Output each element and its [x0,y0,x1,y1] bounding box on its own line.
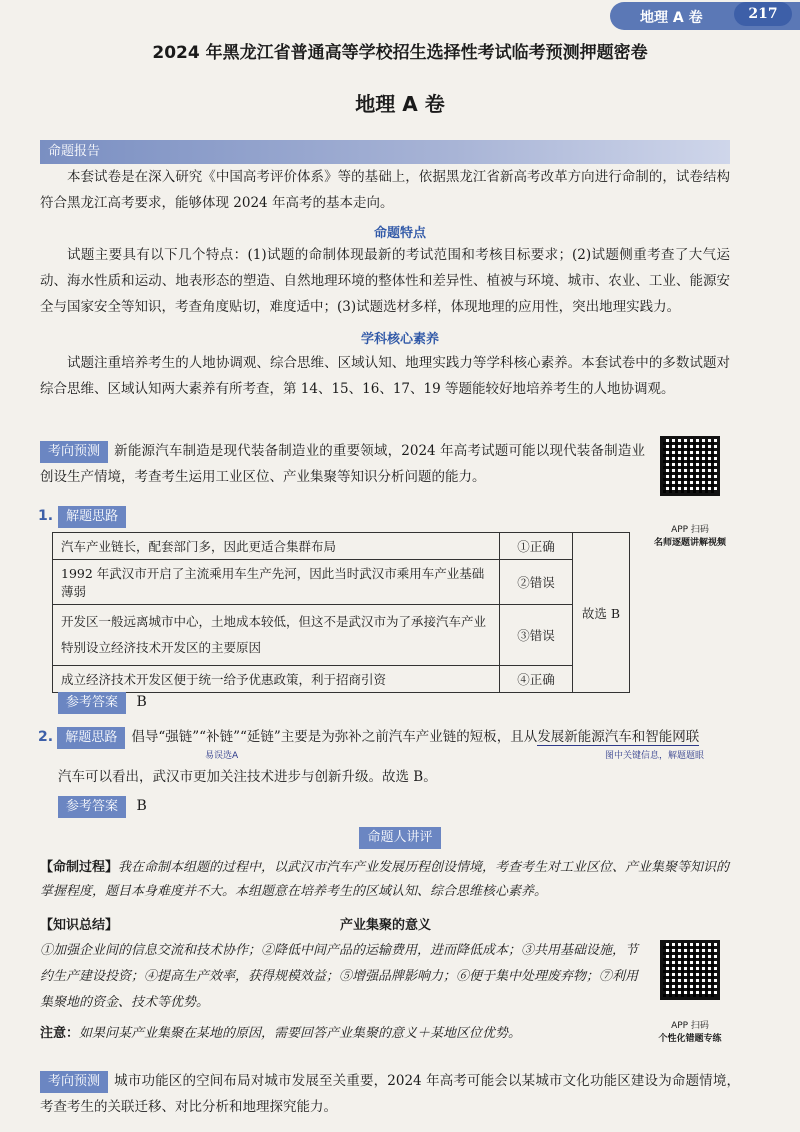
qr1-line1: APP 扫码 [671,525,709,535]
literacy-text: 试题注重培养考生的人地协调观、综合思维、区域认知、地理实践力等学科核心素养。本套试卷中的多数试题对综合思维、区域认知两大素养有所考查，第 14、15、16、17、19 等题能较好地培养考生的人地协调观。 [40,355,730,397]
q2-tag: 解题思路 [57,727,125,749]
q1-heading [38,505,126,528]
forecast2-text: 城市功能区的空间布局对城市发展至关重要，2024 年高考可能会以某城市文化功能区建设为命题情境，考查考生的关联迁移、对比分析和地理探究能力。 [40,1073,740,1115]
page-number: 217 [734,2,792,26]
q1-tag: 解题思路 [58,506,126,528]
qr1-line2: 名师逐题讲解视频 [653,538,726,548]
q1-answer [58,692,147,714]
qr2-line2: 个性化错题专练 [658,1034,722,1044]
row-text: 1992 年武汉市开启了主流乘用车生产先河，因此当时武汉市乘用车产业基础薄弱 [53,560,500,605]
row-verdict: ①正确 [500,533,573,560]
note-block [40,1022,640,1046]
q2-number: 2. [38,729,54,745]
forecast1-block [40,438,645,490]
qr1-block [645,436,735,548]
table-row [53,666,630,693]
summary-header [40,914,730,933]
qr2-block [645,940,735,1044]
note-text: 如果问某产业集聚在某地的原因，需要回答产业集聚的意义＋某地区位优势。 [79,1026,522,1041]
row-verdict: ③错误 [500,605,573,666]
q1-number: 1. [38,508,54,524]
report-intro: 本套试卷是在深入研究《中国高考评价体系》等的基础上，依据黑龙江省新高考改革方向进行命制的，试卷结构符合黑龙江高考要求，能够体现 2024 年高考的基本走向。 [40,169,730,211]
summary-title: 产业集聚的意义 [340,918,432,933]
q1-answer-tag: 参考答案 [58,692,126,714]
report-bar [40,140,730,164]
q2-note1: 易误选A [205,751,239,761]
table-row [53,605,630,666]
row-verdict: ②错误 [500,560,573,605]
row-text: 开发区一般远离城市中心，土地成本较低，但这不是武汉市为了承接汽车产业特别设立经济技术开发区的主要原因 [53,605,500,666]
q2-text-part2: 汽车可以看出，武汉市更加关注技术进步与创新升级。故选 B。 [58,769,437,785]
features-heading: 命题特点 [373,226,426,241]
forecast1-tag: 考向预测 [40,441,108,463]
q2-text-emph: 发展新能源汽车和智能网联 [537,729,700,745]
forecast2-block [40,1068,740,1120]
forecast2-tag: 考向预测 [40,1071,108,1093]
q2-answer [58,796,147,818]
commentary-heading-wrap [0,826,800,849]
table-row [53,533,630,560]
process-label: 【命制过程】 [40,860,119,875]
qr-code-icon[interactable] [660,436,720,496]
row-text: 汽车产业链长，配套部门多，因此更适合集群布局 [53,533,500,560]
report-tag: 命题报告 [48,144,101,159]
row-verdict: ④正确 [500,666,573,693]
doc-subtitle: 地理 A 卷 [355,92,445,116]
row-text: 成立经济技术开发区便于统一给予优惠政策，利于招商引资 [53,666,500,693]
q1-answer-value: B [136,694,147,710]
features-text: 试题主要具有以下几个特点：(1)试题的命制体现最新的考试范围和考核目标要求；(2)试题侧重考查了大气运动、海水性质和运动、地表形态的塑造、自然地理环境的整体性和差异性、植被与环境、城市、农业、工业、能源安全与国家安全等知识，考查角度贴切，难度适中；(3)试题选材多样，体现地理的应用性，突出地理实践力。 [40,247,730,315]
note-label: 注意： [40,1026,80,1041]
summary-text: ①加强企业间的信息交流和技术协作；②降低中间产品的运输费用，进而降低成本；③共用基础设施，节约生产建设投资；④提高生产效率，获得规模效益；⑤增强品牌影响力；⑥便于集中处理废弃物；⑦利用集聚地的资金、技术等优势。 [40,943,639,1010]
q2-block [38,724,738,750]
header-tab-label: 地理 A 卷 [640,10,703,26]
summary-label: 【知识总结】 [40,918,119,933]
doc-title: 2024 年黑龙江省普通高等学校招生选择性考试临考预测押题密卷 [152,43,648,63]
qr-code-icon[interactable] [660,940,720,1000]
q2-answer-value: B [136,798,147,814]
literacy-heading: 学科核心素养 [360,332,439,347]
process-text: 我在命制本组题的过程中，以武汉市汽车产业发展历程创设情境，考查考生对工业区位、产业集聚等知识的掌握程度，题目本身难度并不大。本组题意在培养考生的区域认知、综合思维核心素养。 [40,860,730,899]
table-row [53,560,630,605]
process-block [40,856,730,904]
q2-answer-tag: 参考答案 [58,796,126,818]
q1-analysis-table [52,532,630,693]
qr2-line1: APP 扫码 [671,1021,709,1031]
q2-note2: 图中关键信息，解题题眼 [605,751,705,761]
forecast1-text: 新能源汽车制造是现代装备制造业的重要领域，2024 年高考试题可能以现代装备制造业创设生产情境，考查考生运用工业区位、产业集聚等知识分析问题的能力。 [40,443,645,485]
q2-text-part1: 倡导“强链”“补链”“延链”主要是为弥补之前汽车产业链的短板，且从 [131,729,538,745]
commentary-heading: 命题人讲评 [359,827,440,849]
q1-conclusion: 故选 B [573,533,630,693]
